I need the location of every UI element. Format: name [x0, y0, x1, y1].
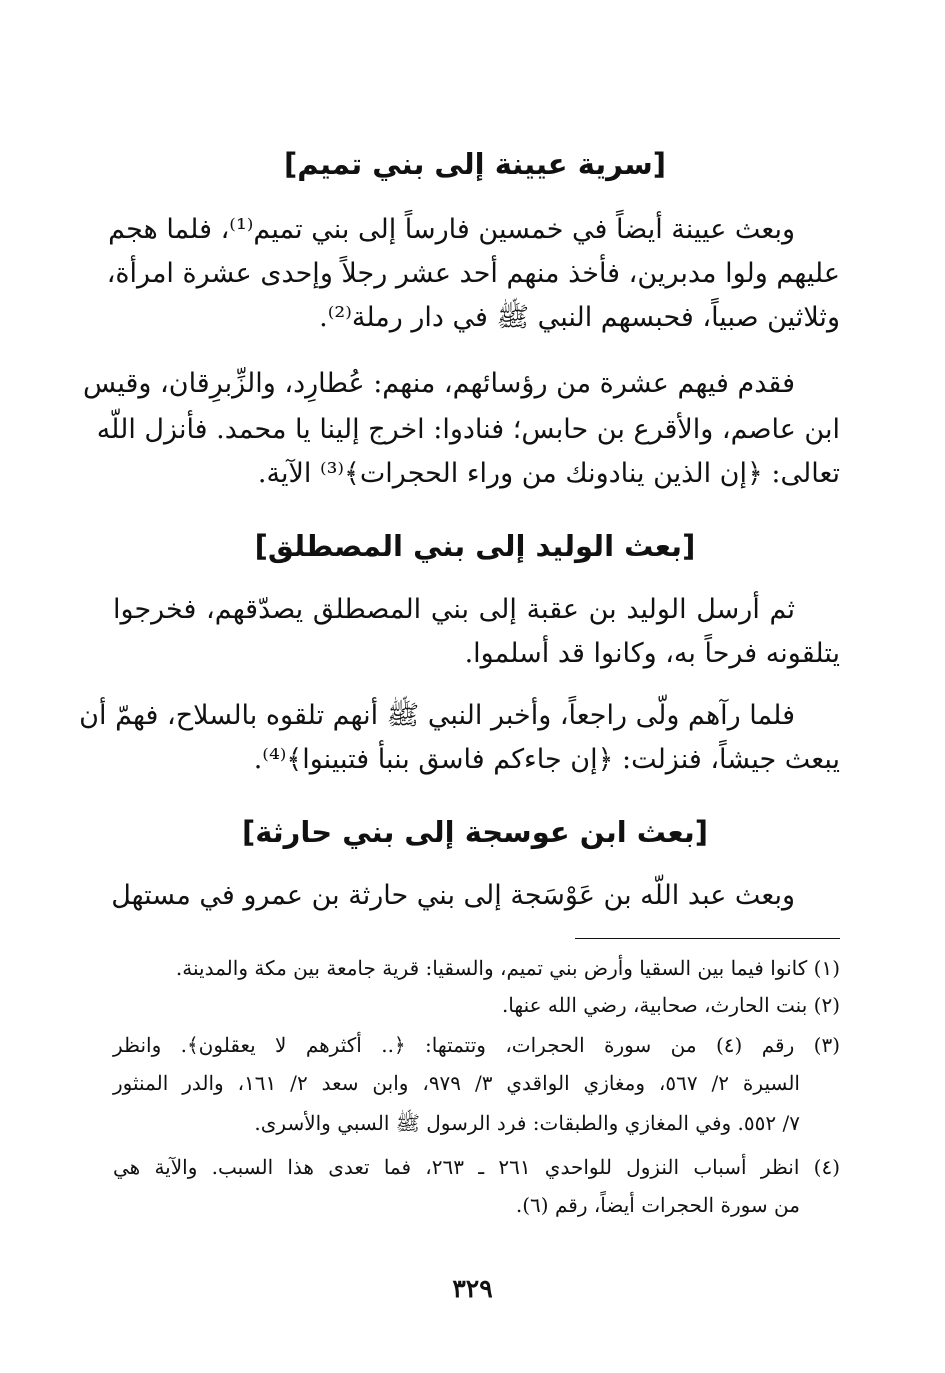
text-line: فقدم فيهم عشرة من رؤسائهم، منهم: عُطارِد، والزِّبرِقان، وقيس [82, 368, 795, 399]
section-heading: [بعث الوليد إلى بني المصطلق] [254, 529, 696, 563]
section-heading: [بعث ابن عوسجة إلى بني حارثة] [241, 815, 709, 849]
text-line: ثم أرسل الوليد بن عقبة إلى بني المصطلق يصدّقهم، فخرجوا [113, 594, 795, 625]
text-line: تعالى: ﴿إن الذين ينادونك من وراء الحجرات﴾⁽³⁾ الآية. [257, 458, 840, 489]
footnote-line: (١) كانوا فيما بين السقيا وأرض بني تميم، والسقيا: قرية جامعة بين مكة والمدينة. [175, 956, 840, 980]
text-line: ابن عاصم، والأقرع بن حابس؛ فنادوا: اخرج إلينا يا محمد. فأنزل اللّه [96, 414, 840, 445]
text-line: عليهم ولوا مدبرين، فأخذ منهم أحد عشر رجلاً وإحدى عشرة امرأة، [106, 258, 840, 289]
footnote-line: (٤) انظر أسباب النزول للواحدي ٢٦١ ـ ٢٦٣، فما تعدى هذا السبب. والآية هي [113, 1155, 840, 1179]
footnote-line: (٣) رقم (٤) من سورة الحجرات، وتتمتها: ﴿.. أكثرهم لا يعقلون﴾. وانظر [113, 1033, 840, 1057]
footnote-line: السيرة ٢/ ٥٦٧، ومغازي الواقدي ٣/ ٩٧٩، وابن سعد ٢/ ١٦١، والدر المنثور [113, 1071, 800, 1095]
footnote-line: ٧/ ٥٥٢. وفي المغازي والطبقات: فرد الرسول ﷺ السبي والأسرى. [254, 1111, 800, 1135]
page-number: ٣٢٩ [452, 1274, 493, 1303]
footnote-separator [575, 938, 840, 939]
text-line: فلما رآهم ولّى راجعاً، وأخبر النبي ﷺ أنهم تلقوه بالسلاح، فهمّ أن [79, 700, 795, 731]
section-heading: [سرية عيينة إلى بني تميم] [284, 147, 666, 181]
text-line: يتلقونه فرحاً به، وكانوا قد أسلموا. [464, 638, 840, 669]
footnote-line: من سورة الحجرات أيضاً، رقم (٦). [515, 1193, 800, 1217]
footnote-line: (٢) بنت الحارث، صحابية، رضي الله عنها. [501, 993, 840, 1017]
text-line: وبعث عيينة أيضاً في خمسين فارساً إلى بني تميم⁽¹⁾، فلما هجم [108, 214, 795, 245]
text-line: وبعث عبد اللّه بن عَوْسَجة إلى بني حارثة بن عمرو في مستهل [111, 880, 795, 911]
text-line: يبعث جيشاً، فنزلت: ﴿إن جاءكم فاسق بنبأ فتبينوا﴾⁽⁴⁾. [253, 744, 840, 775]
text-line: وثلاثين صبياً، فحبسهم النبي ﷺ في دار رملة⁽²⁾. [319, 302, 840, 333]
